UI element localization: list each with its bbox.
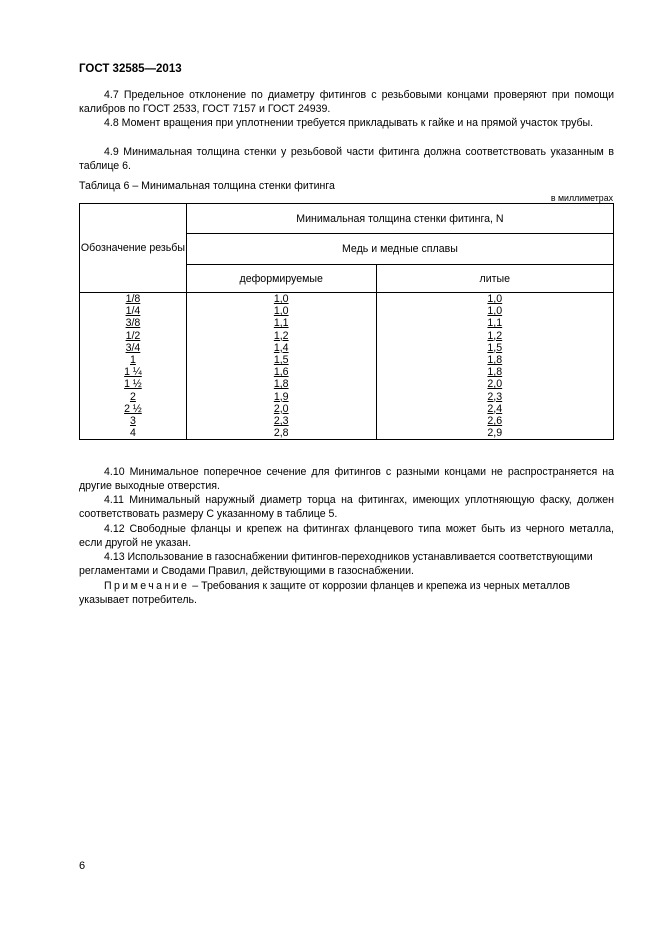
paragraph-4-9: 4.9 Минимальная толщина стенки у резьбовой части фитинга должна соответствовать указанным в таблице 6. (79, 146, 614, 173)
cast-value-cell: 2,0 (376, 378, 613, 390)
wrought-value-cell: 1,9 (186, 391, 376, 403)
thread-cell: 2 ½ (80, 403, 187, 415)
cast-value-cell: 2,4 (376, 403, 613, 415)
cast-value-cell: 1,1 (376, 317, 613, 329)
wrought-value-cell: 1,8 (186, 378, 376, 390)
thread-cell: 3 (80, 415, 187, 427)
wrought-value-cell: 2,8 (186, 427, 376, 440)
table-row (80, 293, 614, 306)
material-header: Медь и медные сплавы (186, 234, 613, 265)
table-row (80, 427, 614, 440)
table-units: в миллиметрах (550, 193, 613, 203)
standard-code-header: ГОСТ 32585—2013 (79, 63, 182, 75)
table-row (80, 403, 614, 415)
cast-value-cell: 1,8 (376, 354, 613, 366)
note-label: Примечание (104, 580, 190, 592)
page-number: 6 (79, 860, 86, 872)
min-thickness-header: Минимальная толщина стенки фитинга, N (186, 204, 613, 234)
table-body (80, 293, 614, 440)
wrought-value-cell: 1,6 (186, 366, 376, 378)
cast-value-cell: 1,8 (376, 366, 613, 378)
table-row (80, 366, 614, 378)
wrought-value-cell: 1,2 (186, 330, 376, 342)
table-row (80, 354, 614, 366)
wrought-value-cell: 1,1 (186, 317, 376, 329)
cast-value-cell: 1,2 (376, 330, 613, 342)
thread-cell: 3/4 (80, 342, 187, 354)
wrought-value-cell: 1,4 (186, 342, 376, 354)
cast-value-cell: 2,3 (376, 391, 613, 403)
table-row (80, 342, 614, 354)
thread-cell: 1 ½ (80, 378, 187, 390)
paragraph-4-7: 4.7 Предельное отклонение по диаметру фитингов с резьбовыми концами проверяют при помощи калибров по ГОСТ 2533, ГОСТ 7157 и ГОСТ 24939. (79, 89, 614, 116)
thread-cell: 2 (80, 391, 187, 403)
wrought-value-cell: 1,0 (186, 305, 376, 317)
cast-value-cell: 1,0 (376, 293, 613, 306)
table-row (80, 391, 614, 403)
wrought-value-cell: 1,5 (186, 354, 376, 366)
cast-value-cell: 1,0 (376, 305, 613, 317)
paragraph-4-11: 4.11 Минимальный наружный диаметр торца на фитингах, имеющих уплотняющую фаску, должен соответствовать размеру С указанному в таблице 5. (79, 494, 614, 521)
paragraph-4-13: 4.13 Использование в газоснабжении фитингов-переходников устанавливается соответствующими регламентами и Сводами Правил, действующими в газоснабжении. (79, 551, 593, 578)
wrought-value-cell: 1,0 (186, 293, 376, 306)
table-row (80, 415, 614, 427)
cast-header: литые (376, 265, 613, 293)
table-row (80, 378, 614, 390)
paragraph-4-8: 4.8 Момент вращения при уплотнении требуется прикладывать к гайке и на прямой участок трубы. (104, 117, 594, 129)
paragraph-4-10: 4.10 Минимальное поперечное сечение для фитингов с разными концами не распространяется на другие выходные отверстия. (79, 466, 614, 493)
wrought-value-cell: 2,3 (186, 415, 376, 427)
note-text: – Требования к защите от коррозии фланцев и крепежа из черных металлов указывает потребитель. (79, 580, 570, 607)
thread-designation-header: Обозначение резьбы (80, 204, 187, 293)
table-row (80, 317, 614, 329)
thread-cell: 1/8 (80, 293, 187, 306)
thread-cell: 3/8 (80, 317, 187, 329)
cast-value-cell: 1,5 (376, 342, 613, 354)
table-row (80, 330, 614, 342)
cast-value-cell: 2,9 (376, 427, 613, 440)
thread-cell: 1 ¼ (80, 366, 187, 378)
thread-cell: 1/4 (80, 305, 187, 317)
thread-cell: 1 (80, 354, 187, 366)
thread-cell: 1/2 (80, 330, 187, 342)
thread-cell: 4 (80, 427, 187, 440)
cast-value-cell: 2,6 (376, 415, 613, 427)
table-caption: Таблица 6 – Минимальная толщина стенки фитинга (79, 180, 335, 192)
wrought-value-cell: 2,0 (186, 403, 376, 415)
min-wall-thickness-table (79, 203, 614, 440)
wrought-header: деформируемые (186, 265, 376, 293)
paragraph-4-12: 4.12 Свободные фланцы и крепеж на фитингах фланцевого типа может быть из черного металла, если другой не указан. (79, 523, 614, 550)
note-paragraph (79, 579, 614, 608)
table-row (80, 305, 614, 317)
